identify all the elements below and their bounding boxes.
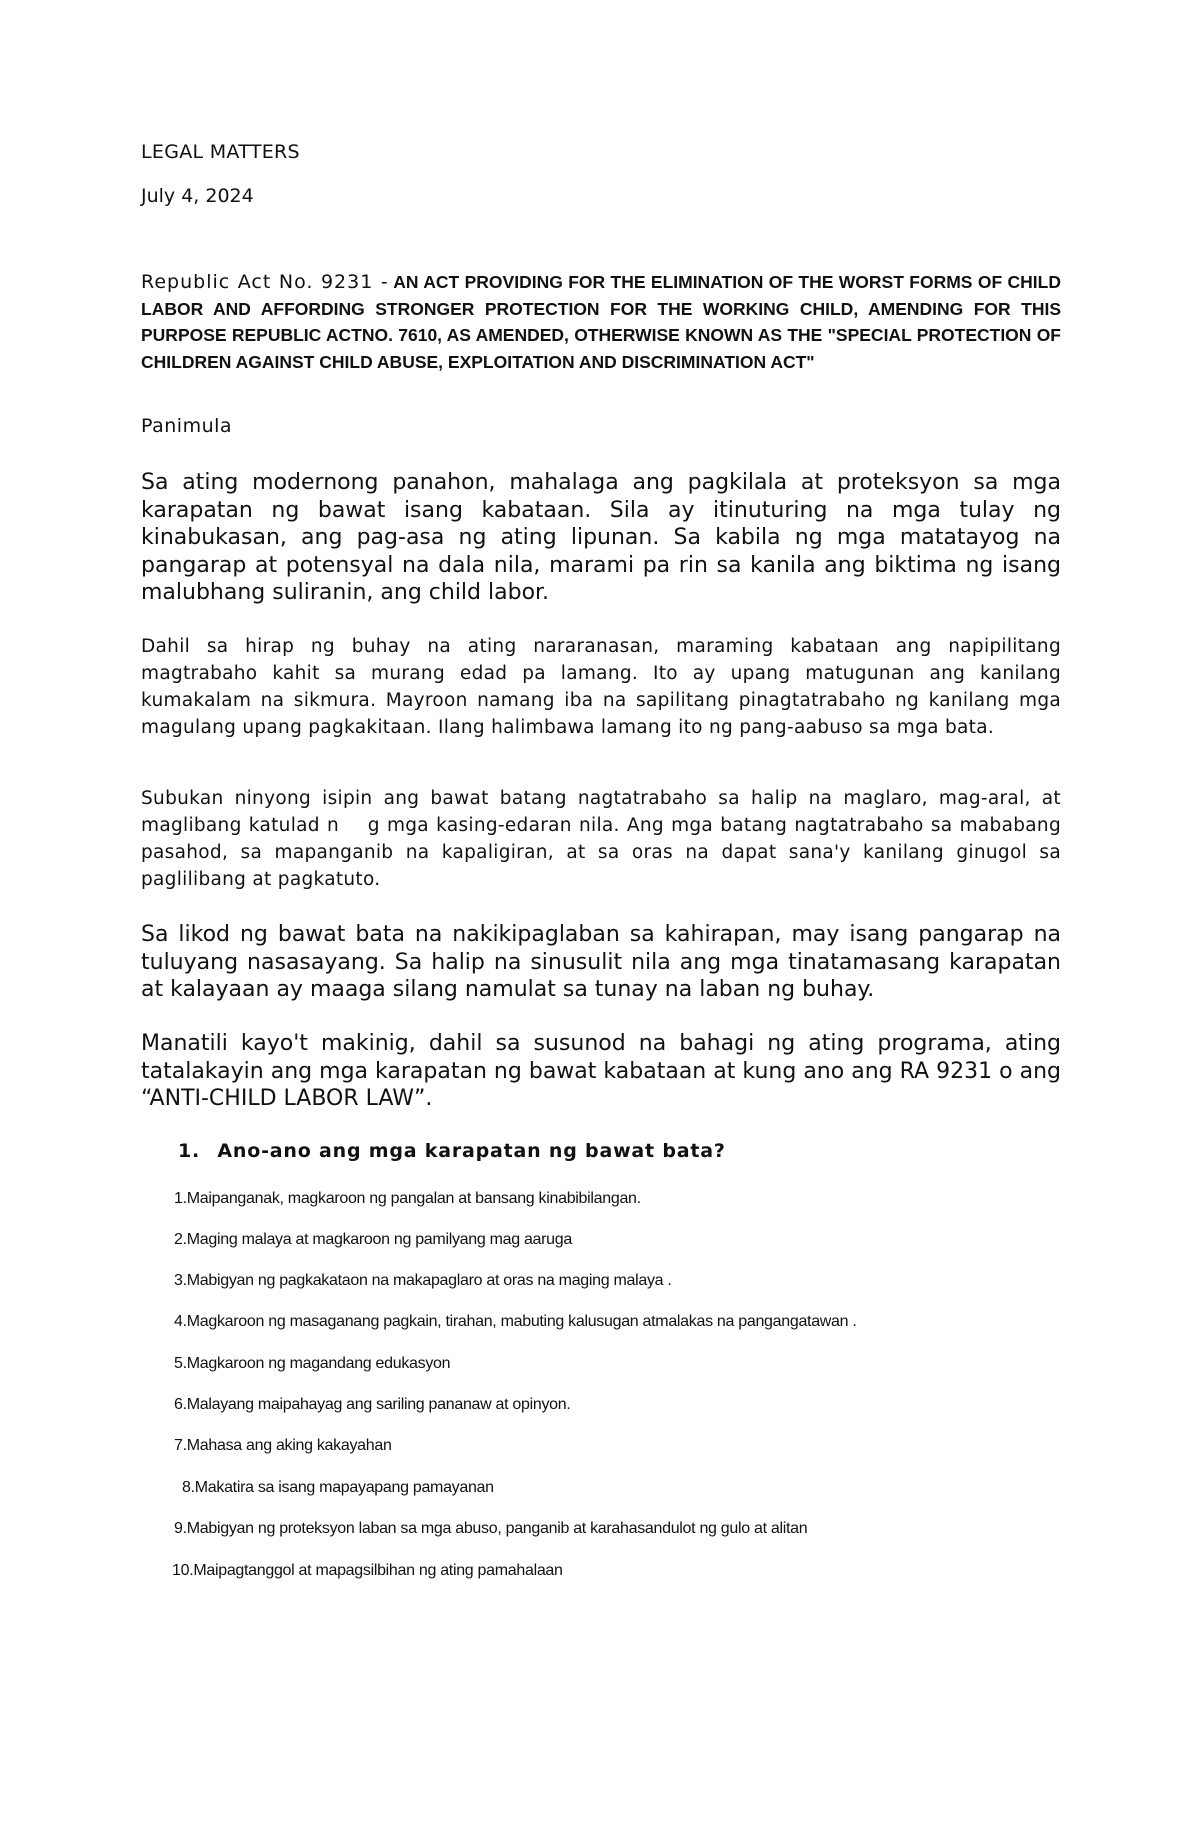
question-text: Ano-ano ang mga karapatan ng bawat bata? [217,1140,726,1162]
rights-list-item: 6.Malayang maipahayag ang sariling pananaw at opinyon. [174,1396,571,1413]
act-description: AN ACT PROVIDING FOR THE ELIMINATION OF THE WORST FORMS OF CHILD LABOR AND AFFORDING STRONGER PROTECTION FOR THE WORKING CHILD, AMENDING FOR THIS PURPOSE REPUBLIC ACTNO. 7610, AS AMENDED, OTHERWISE KNOWN AS THE "SPECIAL PROTECTION OF CHILDREN AGAINST CHILD ABUSE, EXPLOITATION AND DISCRIMINATION ACT" [141,272,1061,372]
act-title [141,270,1061,376]
paragraph-hirap: Dahil sa hirap ng buhay na ating nararanasan, maraming kabataan ang napipilitang magtrabaho kahit sa murang edad pa lamang. Ito ay upang matugunan ang kanilang kumakalam na sikmura. Mayroon namang iba na sapilitang pinagtatrabaho ng kanilang mga magulang upang pagkakitaan. Ilang halimbawa lamang ito ng pang-aabuso sa mga bata. [141,636,1061,738]
rights-list-item: 9.Mabigyan ng proteksyon laban sa mga abuso, panganib at karahasandulot ng gulo at alitan [174,1520,808,1537]
rights-list-item: 7.Mahasa ang aking kakayahan [174,1437,392,1454]
rights-list-item: 4.Magkaroon ng masaganang pagkain, tirahan, mabuting kalusugan atmalakas na pangangatawan . [174,1313,857,1330]
rights-list-item: 1.Maipanganak, magkaroon ng pangalan at bansang kinabibilangan. [174,1190,641,1207]
section-heading-panimula: Panimula [141,415,233,437]
rights-list-item: 5.Magkaroon ng magandang edukasyon [174,1355,451,1372]
question-heading [178,1140,726,1162]
rights-list-item: 2.Maging malaya at magkaroon ng pamilyang mag aaruga [174,1231,572,1248]
question-number: 1. [178,1140,201,1162]
rights-list-item: 8.Makatira sa isang mapayapang pamayanan [182,1479,494,1496]
act-number: Republic Act No. 9231 - [141,271,389,293]
document-heading: LEGAL MATTERS [141,141,300,163]
document-date: July 4, 2024 [141,185,254,207]
paragraph-likod: Sa likod ng bawat bata na nakikipaglaban sa kahirapan, may isang pangarap na tuluyang nasasayang. Sa halip na sinusulit nila ang mga tinatamasang karapatan at kalayaan ay maaga silang namulat sa tunay na laban ng buhay. [141,922,1061,1002]
rights-list-item: 3.Mabigyan ng pagkakataon na makapaglaro at oras na maging malaya . [174,1272,672,1289]
rights-list-item: 10.Maipagtanggol at mapagsilbihan ng ating pamahalaan [172,1562,563,1579]
paragraph-manatili: Manatili kayo't makinig, dahil sa susunod na bahagi ng ating programa, ating tatalakayin ang mga karapatan ng bawat kabataan at kung ano ang RA 9231 o ang “ANTI-CHILD LABOR LAW”. [141,1031,1061,1111]
paragraph-subukan: Subukan ninyong isipin ang bawat batang nagtatrabaho sa halip na maglaro, mag-aral, at maglibang katulad n g mga kasing-edaran nila. Ang mga batang nagtatrabaho sa mababang pasahod, sa mapanganib na kapaligiran, at sa oras na dapat sana'y kanilang ginugol sa paglilibang at pagkatuto. [141,788,1068,890]
paragraph-intro: Sa ating modernong panahon, mahalaga ang pagkilala at proteksyon sa mga karapatan ng bawat isang kabataan. Sila ay itinuturing na mga tulay ng kinabukasan, ang pag-asa ng ating lipunan. Sa kabila ng mga matatayog na pangarap at potensyal na dala nila, marami pa rin sa kanila ang biktima ng isang malubhang suliranin, ang child labor. [141,470,1061,605]
